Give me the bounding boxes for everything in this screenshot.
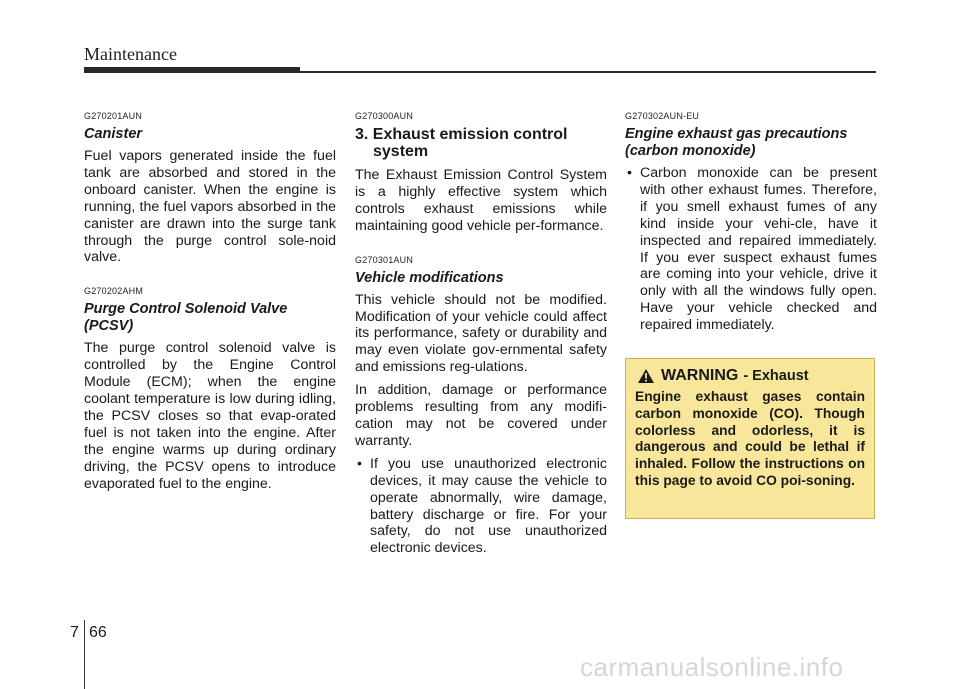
section-heading: Vehicle modifications bbox=[355, 269, 504, 286]
section-pcsv bbox=[84, 286, 336, 492]
page-number: 66 bbox=[89, 624, 107, 641]
column-right bbox=[625, 111, 877, 334]
warning-triangle-icon bbox=[637, 368, 655, 384]
section-body: Fuel vapors generated inside the fuel tank are absorbed and stored in the onboard canister. When the engine is running, the fuel vapors absorbed in the canister are drawn into the surge tank through the purge control sole-noid valve. bbox=[84, 148, 336, 266]
bullet-text: Carbon monoxide can be present with other exhaust fumes. Therefore, if you smell exhaust fumes of any kind inside your vehi-cle, have it inspected and repaired immediately. If you ever suspect exhaust fumes are coming into your vehicle, drive it only with all the windows fully open. Have your vehicle checked and repaired immediately. bbox=[640, 165, 877, 334]
watermark: carmanualsonline.info bbox=[580, 652, 844, 682]
bullet-icon: • bbox=[357, 455, 362, 472]
section-heading: Purge Control Solenoid Valve (PCSV) bbox=[84, 301, 288, 335]
header-rule-thick bbox=[84, 67, 300, 73]
section-code: G270302AUN-EU bbox=[625, 111, 700, 121]
section-code: G270202AHM bbox=[84, 286, 144, 297]
section-body: The purge control solenoid valve is controlled by the Engine Control Module (ECM); when the engine coolant temperature is low during idling, the PCSV closes so that evap-orated fuel is not taken into the engine. After the engine warms up during ordinary driving, the PCSV opens to introduce evaporated fuel to the engine. bbox=[84, 340, 336, 492]
section-vehicle-modifications bbox=[355, 255, 607, 558]
section-heading: 3. Exhaust emission control system bbox=[355, 126, 568, 160]
section-body: The Exhaust Emission Control System is a highly effective system which controls exhaust emissions while maintaining good vehicle per-formance. bbox=[355, 167, 607, 234]
warning-box bbox=[625, 358, 875, 519]
bullet-item bbox=[625, 165, 877, 334]
section-canister bbox=[84, 111, 336, 266]
section-paragraph-2: In addition, damage or performance problems resulting from any modifi-cation may not be covered under warranty. bbox=[355, 382, 607, 449]
section-paragraph-1: This vehicle should not be modified. Modification of your vehicle could affect its performance, safety or durability and may even violate gov-ernmental safety and emissions reg-ulations. bbox=[355, 291, 607, 376]
section-heading: Canister bbox=[84, 126, 143, 142]
section-code: G270301AUN bbox=[355, 254, 414, 265]
warning-title: WARNING bbox=[661, 367, 739, 384]
warning-subtitle: - Exhaust bbox=[743, 368, 809, 384]
header-rule-thin bbox=[300, 71, 876, 73]
footer-divider bbox=[84, 620, 85, 689]
page-title: Maintenance bbox=[84, 44, 177, 64]
section-heading: Engine exhaust gas precautions (carbon monoxide) bbox=[625, 126, 848, 159]
bullet-icon: • bbox=[627, 165, 632, 181]
section-code: G270201AUN bbox=[84, 111, 143, 121]
chapter-number: 7 bbox=[70, 624, 79, 641]
bullet-text: If you use unauthorized electronic devices, it may cause the vehicle to operate abnormally, wire damage, battery discharge or fire. For your safety, do not use unauthorized electronic devices. bbox=[370, 455, 607, 557]
spacer bbox=[84, 272, 336, 286]
column-middle bbox=[355, 111, 607, 557]
section-exhaust-emission bbox=[355, 111, 607, 235]
column-left bbox=[84, 111, 336, 499]
warning-header bbox=[635, 367, 865, 385]
warning-body: Engine exhaust gases contain carbon monoxide (CO). Though colorless and odorless, it is dangerous and could be lethal if inhaled. Follow the instructions on this page to avoid CO poi-soning. bbox=[635, 389, 865, 488]
section-code: G270300AUN bbox=[355, 111, 414, 121]
bullet-item bbox=[355, 456, 607, 557]
spacer bbox=[355, 241, 607, 255]
